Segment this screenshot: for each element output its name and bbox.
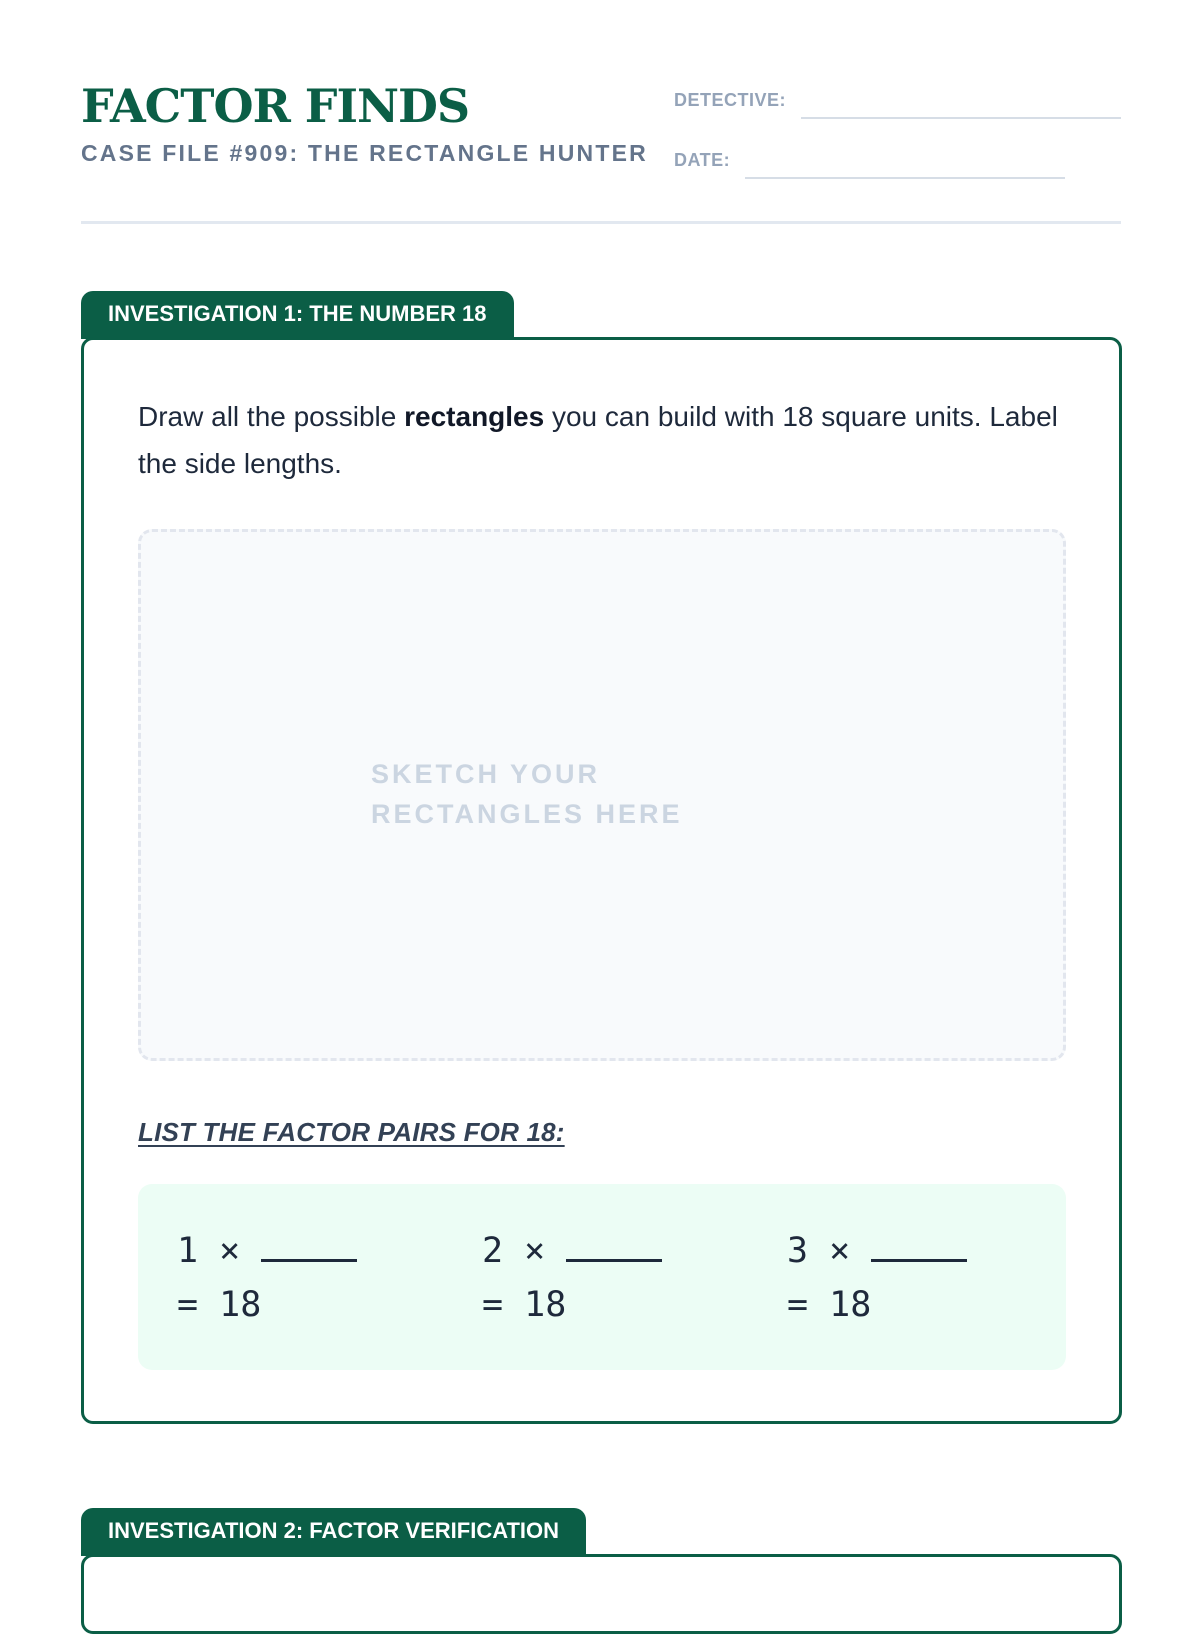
date-field[interactable] <box>745 177 1065 179</box>
factor-pair-3: 3 × = 18 <box>787 1224 1047 1332</box>
investigation-1-tab: INVESTIGATION 1: THE NUMBER 18 <box>81 291 514 339</box>
investigation-1-instructions: Draw all the possible rectangles you can build with 18 square units. Label the side lengths. <box>138 401 1058 479</box>
factor-pair-2-blank[interactable] <box>566 1229 662 1262</box>
factor-pair-1-blank[interactable] <box>261 1229 357 1262</box>
header-divider <box>81 221 1121 224</box>
investigation-2-panel <box>81 1554 1122 1634</box>
worksheet-title: FACTOR FINDS <box>81 79 470 133</box>
detective-label: DETECTIVE: <box>674 90 787 110</box>
sketch-placeholder: SKETCH YOUR RECTANGLES HERE <box>371 759 683 829</box>
date-label: DATE: <box>674 150 731 170</box>
factor-pair-2: 2 × = 18 <box>482 1224 742 1332</box>
detective-field[interactable] <box>801 117 1121 119</box>
factor-pair-3-blank[interactable] <box>871 1229 967 1262</box>
case-file-subtitle: CASE FILE #909: THE RECTANGLE HUNTER <box>81 140 648 166</box>
factor-pair-1: 1 × = 18 <box>177 1224 437 1332</box>
factor-pairs-heading: LIST THE FACTOR PAIRS FOR 18: <box>138 1117 565 1147</box>
investigation-2-tab: INVESTIGATION 2: FACTOR VERIFICATION <box>81 1508 586 1556</box>
